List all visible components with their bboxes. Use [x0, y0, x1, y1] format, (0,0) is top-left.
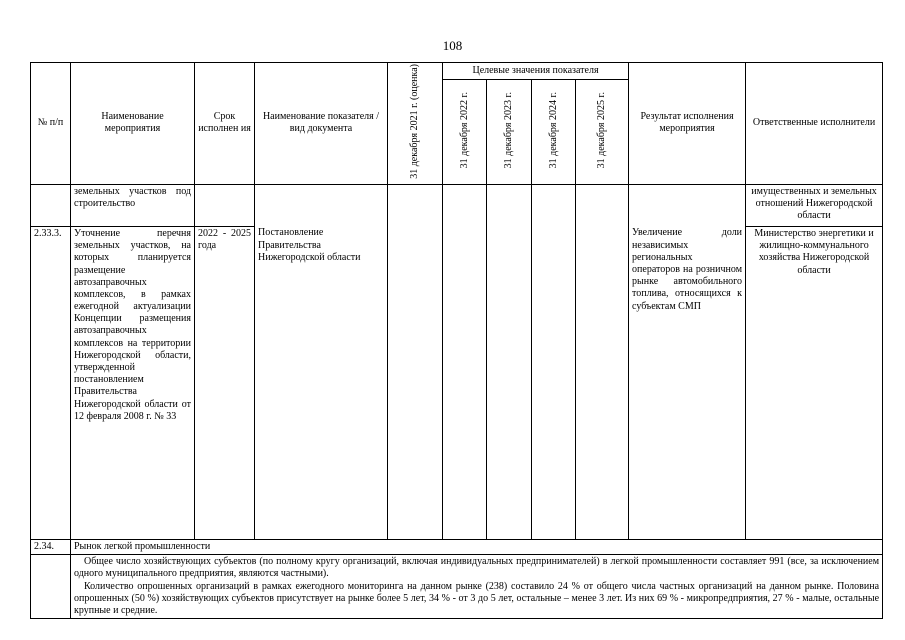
header-target-2022: 31 декабря 2022 г.	[443, 79, 487, 184]
header-target-2023: 31 декабря 2023 г.	[487, 79, 532, 184]
header-target-2024: 31 декабря 2024 г.	[532, 79, 576, 184]
section-2-34-paragraph-2: Количество опрошенных организаций в рамках ежегодного мониторинга на данном рынке (238) составило 24 % от общего числа частных организаций на данном рынке. Половина опрошенных (50 %) хозяйствующих субъектов присутствует на рынке более 5 лет, 34 % - от 3 до 5 лет, остальные – менее 3 лет. Из них 69 % - микропредприятия, 27 % - малые, остальные крупные и средние.	[74, 580, 880, 616]
row-2-33-3-num: 2.33.3.	[31, 226, 71, 539]
cont-responsible: имущественных и земельных отношений Нижегородской области	[746, 184, 883, 226]
section-2-34-title: Рынок легкой промышленности	[71, 539, 883, 554]
section-2-34-paragraph-1: Общее число хозяйствующих субъектов (по полному кругу организаций, включая индивидуальных предпринимателей) в легкой промышленности составляет 991 (все, за исключением одного муниципального предприятия, являются частными).	[74, 556, 880, 580]
row-2-33-3-deadline: 2022 - 2025 года	[195, 226, 255, 539]
cont-t2024	[532, 184, 576, 539]
header-deadline: Срок исполнен ия	[195, 63, 255, 185]
cont-t2023	[487, 184, 532, 539]
row-2-33-3-event: Уточнение перечня земельных участков, на которых планируется размещение автозаправочных комплексов, в рамках ежегодной актуализации Концепции размещения автозаправочных комплексов на территории Нижегородской области, утвержденной постановлением Правительства Нижегородской области от 12 февраля 2008 г. № 33	[71, 226, 195, 539]
measures-table	[30, 62, 883, 619]
cont-deadline	[195, 184, 255, 226]
page-number: 108	[442, 38, 463, 53]
section-2-34-text	[71, 555, 883, 619]
cont-event: земельных участков под строительство	[71, 184, 195, 226]
header-target-values: Целевые значения показателя	[443, 63, 629, 80]
cont-result	[629, 184, 746, 226]
cont-estimate	[388, 184, 443, 539]
cont-t2025	[576, 184, 629, 539]
header-num: № п/п	[31, 63, 71, 185]
header-indicator: Наименование показателя / вид документа	[255, 63, 388, 185]
cont-t2022	[443, 184, 487, 539]
section-2-34-blank	[31, 555, 71, 619]
header-estimate-2021: 31 декабря 2021 г. (оценка)	[388, 63, 443, 185]
header-target-2025: 31 декабря 2025 г.	[576, 79, 629, 184]
row-2-33-3-result: Увеличение доли независимых региональных операторов на розничном рынке автомобильного топлива, относящихся к субъектам СМП	[629, 226, 746, 539]
header-result: Результат исполнения мероприятия	[629, 63, 746, 185]
header-event: Наименование мероприятия	[71, 63, 195, 185]
cont-indicator	[255, 184, 388, 226]
header-responsible: Ответственные исполнители	[746, 63, 883, 185]
cont-num	[31, 184, 71, 226]
section-2-34-num: 2.34.	[31, 539, 71, 554]
row-2-33-3-indicator: Постановление Правительства Нижегородской области	[255, 226, 388, 539]
row-2-33-3-responsible: Министерство энергетики и жилищно-коммунального хозяйства Нижегородской области	[746, 226, 883, 539]
